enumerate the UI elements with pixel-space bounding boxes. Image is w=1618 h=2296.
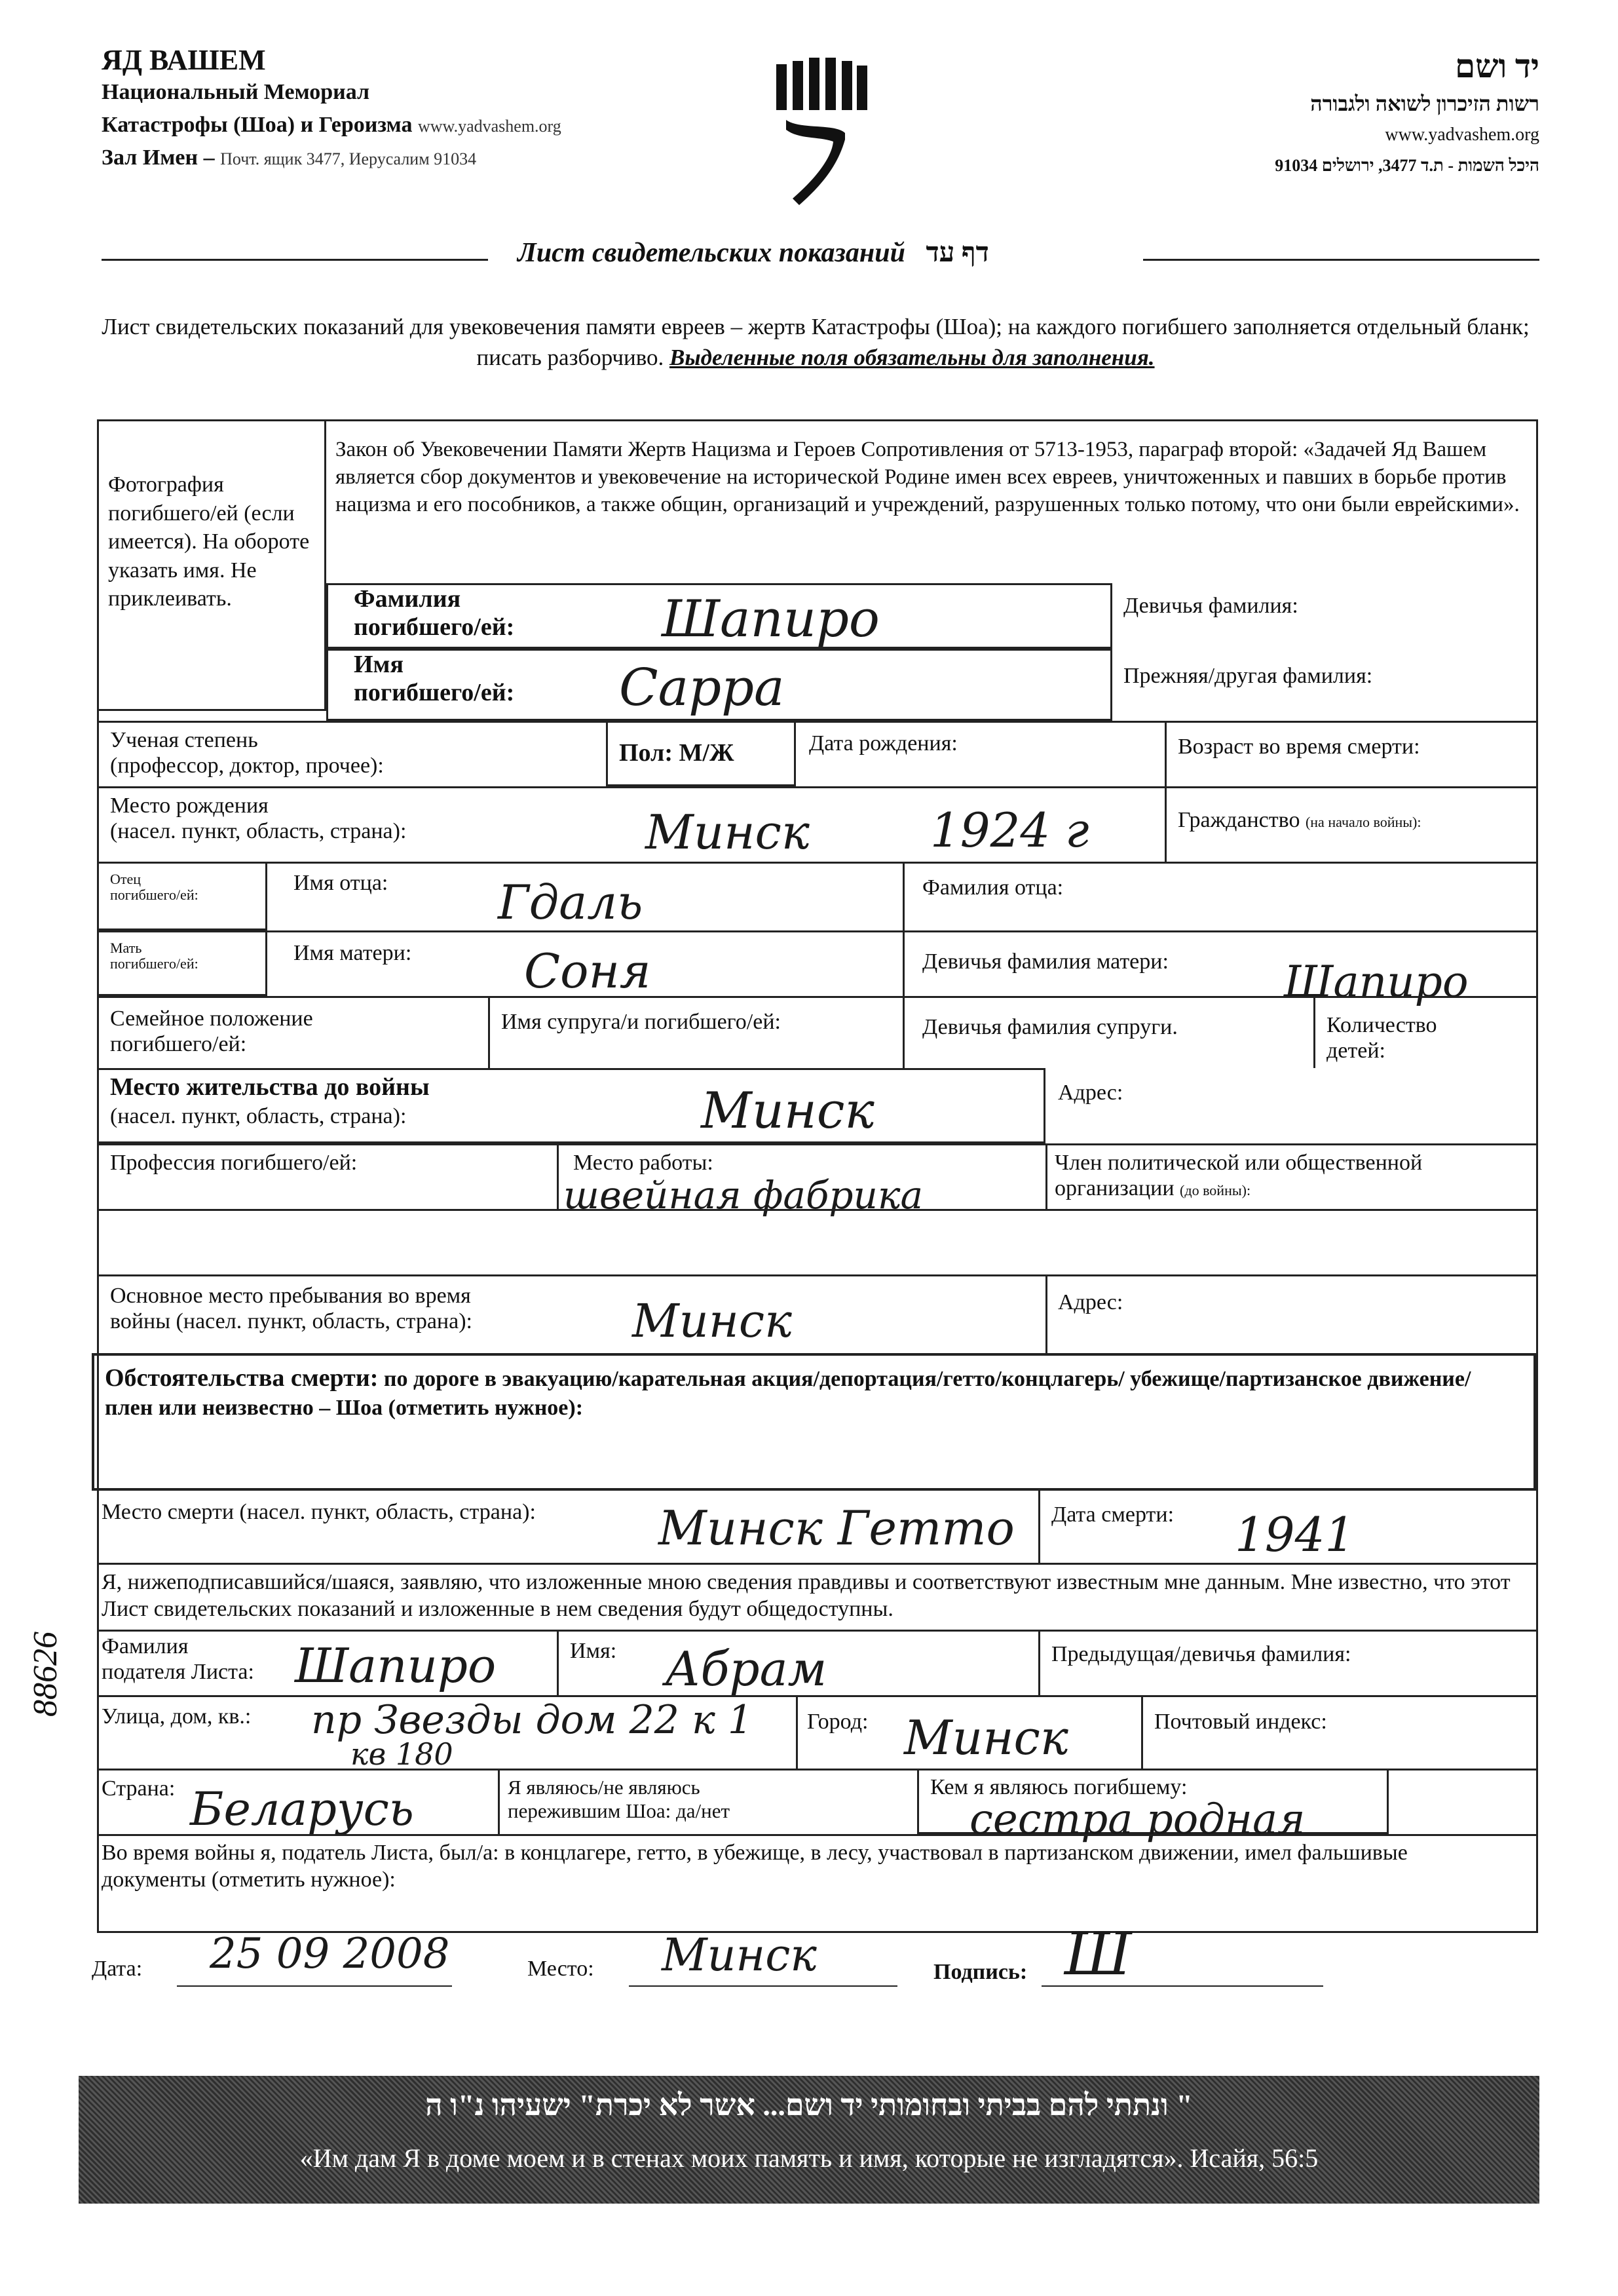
law-text: Закон об Увековечении Памяти Жертв Нацизма и Героев Сопротивления от 5713-1953, параграф второй: «Задачей Яд Вашем является сбор документов и увековечение на исторической Родине имен всех евреев, уничтоженных и павших в борьбе против нацизма и его пособников, а также общин, организаций и учреждений, разрушенных только потому, что они были еврейскими». <box>335 438 1520 517</box>
header-ru-line4-text: Зал Имен – <box>102 145 215 170</box>
place-value[interactable]: Минск <box>662 1930 817 1981</box>
relation-value[interactable]: сестра родная <box>969 1795 1306 1844</box>
spouse-maiden-divider <box>903 996 905 1068</box>
row-father-rule <box>97 862 1538 864</box>
photo-note: Фотография погибшего/ей (если имеется). На обороте указать имя. Не приклеивать. <box>108 472 310 611</box>
submitter-prev-divider <box>1038 1630 1040 1695</box>
row-declaration-rule <box>97 1563 1538 1565</box>
submitter-prev-label: Предыдущая/девичья фамилия: <box>1051 1642 1351 1666</box>
victim-name-label-1: Имя <box>354 651 404 678</box>
zip-divider <box>1141 1695 1143 1769</box>
row-submitter-wartime-rule <box>97 1834 1538 1836</box>
spouse-divider <box>488 996 490 1068</box>
header-ru-line3 <box>102 113 561 138</box>
submitter-name-label: Имя: <box>570 1639 617 1663</box>
side-number: 88626 <box>27 1632 64 1717</box>
circumstances-text <box>105 1363 1513 1422</box>
birthplace-label <box>110 793 406 844</box>
relation-label: Кем я являюсь погибшему: <box>930 1775 1188 1799</box>
row-profession-rule <box>97 1143 1538 1145</box>
member-divider <box>1045 1143 1047 1209</box>
row-wartime-rule <box>97 1274 1538 1276</box>
mother-maiden-divider <box>903 930 905 996</box>
death-date-value[interactable]: 1941 <box>1235 1507 1355 1562</box>
submitter-surname-label <box>102 1634 254 1685</box>
residence-label: Место жительства до войны <box>110 1073 430 1101</box>
mother-side-label-2: погибшего/ей: <box>110 955 198 972</box>
date-underline <box>177 1985 452 1987</box>
victim-surname-label-2: погибшего/ей: <box>354 613 515 641</box>
mother-side-label-1: Мать <box>110 940 142 956</box>
death-place-value[interactable]: Минск Гетто <box>658 1501 1015 1556</box>
workplace-value[interactable]: швейная фабрика <box>563 1173 924 1217</box>
citizenship-note: (на начало войны): <box>1305 814 1421 830</box>
form-title-he: דף עד <box>926 238 989 268</box>
profession-label: Профессия погибшего/ей: <box>110 1151 358 1175</box>
survivor-label-1: Я являюсь/не являюсь <box>508 1776 700 1799</box>
footer-hebrew-quote: " ונתתי להם בביתי ובחומותי יד ושם... אשר לא יכרת" ישעיהו נ"ו ה <box>425 2088 1193 2122</box>
date-label: Дата: <box>92 1957 143 1981</box>
death-date-label: Дата смерти: <box>1051 1502 1175 1527</box>
age-divider <box>1165 721 1167 786</box>
victim-surname-label-1: Фамилия <box>354 585 461 613</box>
mother-side-label <box>110 940 198 972</box>
declaration-text: Я, нижеподписавшийся/шаяся, заявляю, что изложенные мною сведения правдивы и соответствуют известным мне данным. Мне известно, что этот Лист свидетельских показаний и изложенные в нем сведения будут общедоступны. <box>102 1570 1511 1621</box>
place-underline <box>629 1985 897 1987</box>
father-name-label: Имя отца: <box>293 871 388 895</box>
children-label <box>1326 1012 1437 1063</box>
row-blank-rule <box>97 1209 1538 1211</box>
death-date-divider <box>1038 1491 1040 1563</box>
mother-name-label: Имя матери: <box>293 941 412 965</box>
form-title-ru: Лист свидетельских показаний <box>517 238 905 268</box>
spouse-name-label: Имя супруга/и погибшего/ей: <box>501 1010 781 1034</box>
wartime-address-divider <box>1045 1274 1047 1353</box>
birthplace-value[interactable]: Минск <box>645 805 810 860</box>
footer-banner <box>79 2076 1539 2204</box>
birthplace-label-1: Место рождения <box>110 794 269 818</box>
father-side-label-2: погибшего/ей: <box>110 887 198 904</box>
workplace-divider <box>557 1143 559 1209</box>
header-ru-title: ЯД ВАШЕМ <box>102 44 266 76</box>
circumstances-options[interactable]: по дороге в эвакуацию/карательная акция/депортация/гетто/концлагерь/ убежище/партизанское движение/плен или неизвестно – Шоа (отметить нужное): <box>105 1367 1471 1420</box>
victim-other-surname-label: Прежняя/другая фамилия: <box>1123 664 1373 688</box>
header-ru-address: Почт. ящик 3477, Иерусалим 91034 <box>220 149 477 168</box>
citizenship-label-text: Гражданство <box>1178 808 1300 832</box>
wartime-address-label: Адрес: <box>1058 1290 1123 1314</box>
row-degree-rule <box>97 721 1538 723</box>
row-marital-rule <box>97 996 1538 998</box>
street-value[interactable]: пр Звезды дом 22 к 1 <box>311 1697 753 1743</box>
mother-name-value[interactable]: Соня <box>524 944 651 999</box>
country-label: Страна: <box>102 1776 176 1801</box>
city-value[interactable]: Минск <box>904 1710 1068 1765</box>
spouse-maiden-label: Девичья фамилия супруги. <box>922 1015 1178 1039</box>
submitter-name-divider <box>557 1630 559 1695</box>
header-ru-line2: Национальный Мемориал <box>102 80 370 104</box>
survivor-divider <box>498 1769 500 1834</box>
city-label: Город: <box>807 1710 869 1734</box>
dob-label: Дата рождения: <box>809 731 958 756</box>
children-label-2: детей: <box>1326 1039 1385 1063</box>
header-ru-url: www.yadvashem.org <box>417 117 561 136</box>
submitter-surname-label-2: подателя Листа: <box>102 1660 254 1685</box>
submitter-surname-label-1: Фамилия <box>102 1634 189 1658</box>
member-label-2-row <box>1055 1176 1422 1201</box>
submitter-surname-value[interactable]: Шапиро <box>295 1638 497 1693</box>
date-value[interactable]: 25 09 2008 <box>210 1930 450 1978</box>
age-label: Возраст во время смерти: <box>1178 735 1420 759</box>
intro-required-note: Выделенные поля обязательны для заполнения. <box>669 345 1155 371</box>
member-label <box>1055 1150 1422 1201</box>
header-he-title: יד ושם <box>1454 48 1539 85</box>
citizenship-label <box>1178 807 1421 833</box>
yad-vashem-logo-icon <box>773 58 871 208</box>
header-he-line2: רשות הזיכרון לשואה ולגבורה <box>1310 92 1539 115</box>
row-submitter-rule <box>97 1630 1538 1632</box>
member-label-1: Член политической или общественной <box>1055 1151 1423 1175</box>
member-note: (до войны): <box>1180 1182 1251 1199</box>
victim-name-value[interactable]: Сарра <box>619 659 785 718</box>
wartime-label-1: Основное место пребывания во время <box>110 1284 471 1308</box>
father-side-label <box>110 871 198 903</box>
submitter-name-value[interactable]: Абрам <box>665 1641 827 1696</box>
row-mother-rule <box>97 930 1538 932</box>
form-title <box>517 237 989 269</box>
degree-label-1: Ученая степень <box>110 728 258 752</box>
residence-value[interactable]: Минск <box>701 1081 875 1139</box>
street-apt-value[interactable]: кв 180 <box>350 1736 453 1772</box>
father-surname-divider <box>903 862 905 930</box>
country-value[interactable]: Беларусь <box>190 1782 414 1836</box>
title-rule-left <box>102 259 488 261</box>
city-divider <box>796 1695 798 1769</box>
victim-maiden-label: Девичья фамилия: <box>1123 594 1298 618</box>
header-he-url: www.yadvashem.org <box>1385 124 1539 145</box>
father-side-label-1: Отец <box>110 871 141 887</box>
footer-russian-quote: «Им дам Я в доме моем и в стенах моих память и имя, которые не изгладятся». Исайя, 56:5 <box>299 2143 1319 2173</box>
marital-label <box>110 1006 313 1057</box>
father-surname-label: Фамилия отца: <box>922 875 1064 900</box>
children-label-1: Количество <box>1326 1013 1437 1037</box>
victim-name-label <box>354 651 514 706</box>
residence-address-label: Адрес: <box>1058 1081 1123 1105</box>
signature-value[interactable]: Ш <box>1064 1920 1132 1989</box>
header-ru-line3-text: Катастрофы (Шоа) и Героизма <box>102 113 413 137</box>
row-birthplace-rule <box>97 786 1538 788</box>
header-ru-line4 <box>102 145 476 170</box>
death-place-label: Место смерти (насел. пункт, область, страна): <box>102 1500 536 1524</box>
victim-surname-value[interactable]: Шапиро <box>662 590 880 649</box>
zip-label: Почтовый индекс: <box>1154 1710 1327 1734</box>
residence-sub: (насел. пункт, область, страна): <box>110 1104 407 1128</box>
citizenship-divider <box>1165 786 1167 862</box>
mother-maiden-label: Девичья фамилия матери: <box>922 949 1169 974</box>
sign-label: Подпись: <box>933 1960 1028 1984</box>
header-he-address: היכל השמות - ת.ד 3477, ירושלים 91034 <box>1275 156 1539 175</box>
survivor-label-2[interactable]: пережившим Шоа: да/нет <box>508 1799 730 1822</box>
place-label: Место: <box>527 1957 594 1981</box>
circumstances-label: Обстоятельства смерти: <box>105 1364 379 1392</box>
mother-maiden-value[interactable]: Шапиро <box>1284 957 1469 1007</box>
degree-label <box>110 727 384 778</box>
title-rule-right <box>1143 259 1539 261</box>
sex-label[interactable]: Пол: М/Ж <box>619 739 734 767</box>
marital-label-2: погибшего/ей: <box>110 1032 247 1057</box>
victim-name-label-2: погибшего/ей: <box>354 678 515 706</box>
degree-label-2: (профессор, доктор, прочее): <box>110 754 384 778</box>
street-label: Улица, дом, кв.: <box>102 1704 252 1729</box>
survivor-label <box>508 1776 730 1822</box>
workplace-label: Место работы: <box>573 1151 713 1175</box>
intro-text <box>98 311 1533 373</box>
children-divider <box>1313 996 1315 1068</box>
birth-year-value[interactable]: 1924 г <box>930 803 1089 858</box>
father-name-value[interactable]: Гдаль <box>498 875 643 930</box>
marital-label-1: Семейное положение <box>110 1006 313 1031</box>
wartime-label <box>110 1283 472 1334</box>
wartime-value[interactable]: Минск <box>632 1294 792 1348</box>
intro-main: Лист свидетельских показаний для увековечения памяти евреев – жертв Катастрофы (Шоа); на каждого погибшего заполняется отдельный бланк; писать разборчиво. <box>102 314 1530 371</box>
member-label-2: организации <box>1055 1176 1175 1201</box>
victim-surname-label <box>354 585 514 641</box>
submitter-wartime-text[interactable]: Во время войны я, податель Листа, был/а: в концлагере, гетто, в убежище, в лесу, участвовал в партизанском движении, имел фальшивые документы (отметить нужное): <box>102 1841 1408 1892</box>
birthplace-label-2: (насел. пункт, область, страна): <box>110 819 407 844</box>
wartime-label-2: войны (насел. пункт, область, страна): <box>110 1309 472 1334</box>
